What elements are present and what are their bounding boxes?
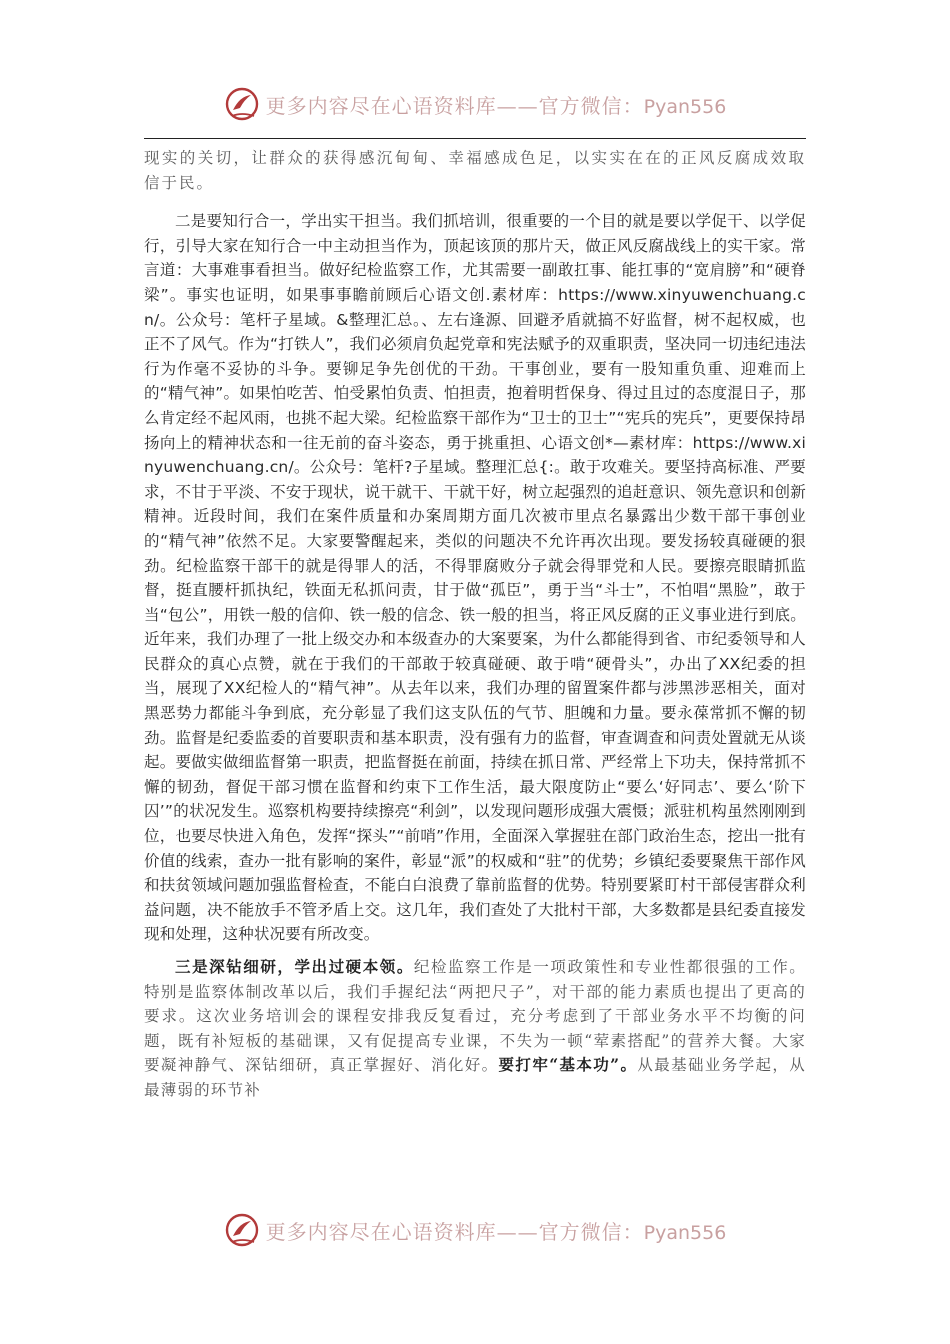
- header-banner: [0, 84, 950, 124]
- banner-label: 更多内容尽在心语资料库——官方微信：: [265, 93, 644, 118]
- document-body: [144, 146, 806, 1103]
- paragraph-3-heading: 三是深钻细研，学出过硬本领。: [175, 957, 414, 976]
- banner-text: [266, 90, 727, 119]
- header-divider: [144, 138, 806, 139]
- banner-label: 更多内容尽在心语资料库——官方微信：: [265, 1219, 644, 1244]
- paragraph-3-text: 纪检监察工作是一项政策性和专业性都很强的工作。特别是监察体制改革以后，我们手握纪法“两把尺子”，对干部的能力素质也提出了更高的要求。这次业务培训会的课程安排我反复看过，充分考虑到了干部业务水平不均衡的问题，既有补短板的基础课，又有促提高专业课，不失为一顿“荤素搭配”的营养大餐。大家要凝神静气、深钻细研，真正掌握好、消化好。: [144, 958, 806, 1075]
- paragraph-2: 二是要知行合一，学出实干担当。我们抓培训，很重要的一个目的就是要以学促干、以学促行，引导大家在知行合一中主动担当作为，顶起该顶的那片天，做正风反腐战线上的实干家。常言道：大事难事看担当。做好纪检监察工作，尤其需要一副敢扛事、能扛事的“宽肩膀”和“硬脊梁”。事实也证明，如果事事瞻前顾后心语文创.素材库：https://www.xinyuwenchuang.cn/。公众号：笔杆子星域。&整理汇总。、左右逢源、回避矛盾就搞不好监督，树不起权威，也正不了风气。作为“打铁人”，我们必须肩负起党章和宪法赋予的双重职责，坚决同一切违纪违法行为作毫不妥协的斗争。要铆足争先创优的干劲。干事创业，要有一股知重负重、迎难而上的“精气神”。如果怕吃苦、怕受累怕负责、怕担责，抱着明哲保身、得过且过的态度混日子，那么肯定经不起风雨，也挑不起大梁。纪检监察干部作为“卫士的卫士”“宪兵的宪兵”，更要保持昂扬向上的精神状态和一往无前的奋斗姿态，勇于挑重担、心语文创*—素材库：https://www.xinyuwenchuang.cn/。公众号：笔杆?子星域。整理汇总{:。敢于攻难关。要坚持高标准、严要求，不甘于平淡、不安于现状，说干就干、干就干好，树立起强烈的追赶意识、领先意识和创新精神。近段时间，我们在案件质量和办案周期方面几次被市里点名暴露出少数干部干事创业的“精气神”依然不足。大家要警醒起来，类似的问题决不允许再次出现。要发扬较真碰硬的狠劲。纪检监察干部干的就是得罪人的活，不得罪腐败分子就会得罪党和人民。要擦亮眼睛抓监督，挺直腰杆抓执纪，铁面无私抓问责，甘于做“孤臣”，勇于当“斗士”，不怕唱“黑脸”，敢于当“包公”，用铁一般的信仰、铁一般的信念、铁一般的担当，将正风反腐的正义事业进行到底。近年来，我们办理了一批上级交办和本级查办的大案要案，为什么都能得到省、市纪委领导和人民群众的真心点赞，就在于我们的干部敢于较真碰硬、敢于啃“硬骨头”，办出了XX纪委的担当，展现了XX纪检人的“精气神”。从去年以来，我们办理的留置案件都与涉黑涉恶相关，面对黑恶势力都能斗争到底，充分彰显了我们这支队伍的气节、胆魄和力量。要永葆常抓不懈的韧劲。监督是纪委监委的首要职责和基本职责，没有强有力的监督，审查调查和问责处置就无从谈起。要做实做细监督第一职责，把监督挺在前面，持续在抓日常、严经常上下功夫，保持常抓不懈的韧劲，督促干部习惯在监督和约束下工作生活，最大限度防止“要么‘好同志’、要么‘阶下囚’”的状况发生。巡察机构要持续擦亮“利剑”，以发现问题形成强大震慑；派驻机构虽然刚刚到位，也要尽快进入角色，发挥“探头”“前哨”作用，全面深入掌握驻在部门政治生态，挖出一批有价值的线索，查办一批有影响的案件，彰显“派”的权威和“驻”的优势；乡镇纪委要聚焦干部作风和扶贫领域问题加强监督检查，不能白白浪费了靠前监督的优势。特别要紧盯村干部侵害群众利益问题，决不能放手不管矛盾上交。这几年，我们查处了大批村干部，大多数都是县纪委直接发现和处理，这种状况要有所改变。: [144, 212, 806, 944]
- logo-icon: [224, 86, 260, 122]
- banner-handle: Pyan556: [643, 95, 727, 118]
- paragraph-3-tail: 从最基础业务学起，从最薄弱的环节补: [144, 1056, 806, 1099]
- paragraph-3: [144, 955, 806, 1103]
- paragraph-3-emphasis: 要打牢“基本功”。: [498, 1055, 638, 1075]
- banner-handle: Pyan556: [643, 1221, 727, 1244]
- logo-icon: [224, 1212, 260, 1248]
- paragraph-1: 现实的关切，让群众的获得感沉甸甸、幸福感成色足，以实实在在的正风反腐成效取信于民。: [144, 149, 806, 192]
- banner-text: [266, 1216, 727, 1245]
- footer-banner: [0, 1210, 950, 1250]
